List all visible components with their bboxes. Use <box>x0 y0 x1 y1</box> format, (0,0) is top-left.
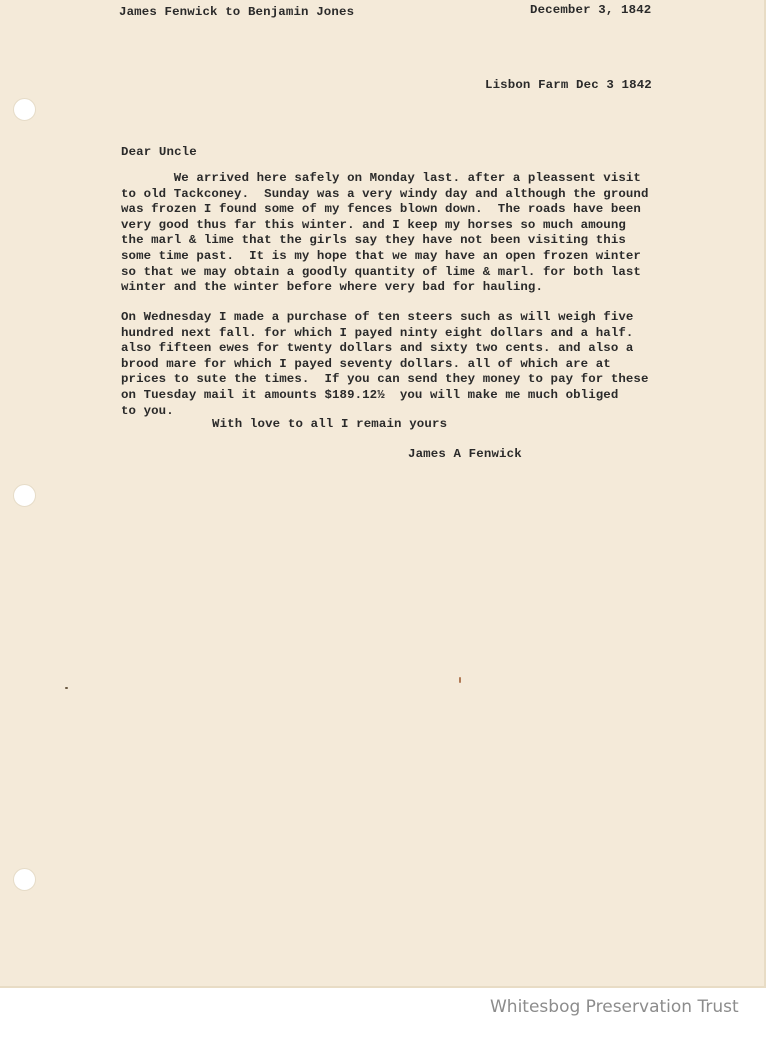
paragraph-line: the marl & lime that the girls say they have not been visiting this <box>121 233 626 248</box>
paragraph-line: very good thus far this winter. and I keep my horses so much amoung <box>121 217 626 232</box>
paragraph-line: on Tuesday mail it amounts $189.12½ you will make me much obliged <box>121 387 619 402</box>
punch-hole-middle <box>13 484 36 507</box>
watermark-text: Whitesbog Preservation Trust <box>490 997 739 1017</box>
letter-closing: With love to all I remain yours <box>212 417 448 431</box>
paragraph-line: was frozen I found some of my fences blown down. The roads have been <box>121 202 641 217</box>
paragraph-line: to old Tackconey. Sunday was a very windy day and although the ground <box>121 186 649 201</box>
paragraph-line: also fifteen ewes for twenty dollars and sixty two cents. and also a <box>121 341 634 356</box>
paragraph-line: hundred next fall. for which I payed ninty eight dollars and a half. <box>121 325 634 340</box>
paragraph-line: some time past. It is my hope that we may have an open frozen winter <box>121 248 641 263</box>
paragraph-line: winter and the winter before where very bad for hauling. <box>121 280 543 295</box>
punch-hole-bottom <box>13 868 36 891</box>
paper-speck <box>459 677 461 683</box>
document-date: December 3, 1842 <box>530 3 652 17</box>
paragraph-line: to you. <box>121 403 174 418</box>
letter-salutation: Dear Uncle <box>121 145 197 159</box>
paragraph-line: On Wednesday I made a purchase of ten steers such as will weigh five <box>121 310 634 324</box>
paragraph-line: so that we may obtain a goodly quantity of lime & marl. for both last <box>121 264 641 279</box>
punch-hole-top <box>13 98 36 121</box>
paragraph-line: brood mare for which I payed seventy dollars. all of which are at <box>121 356 611 371</box>
paper-speck <box>65 687 68 689</box>
document-title: James Fenwick to Benjamin Jones <box>119 5 355 19</box>
paragraph-line: We arrived here safely on Monday last. after a pleassent visit <box>121 171 641 185</box>
paragraph-line: prices to sute the times. If you can send they money to pay for these <box>121 372 649 387</box>
letter-paragraph-1 <box>121 171 649 296</box>
letter-place-date: Lisbon Farm Dec 3 1842 <box>485 78 652 92</box>
letter-signature: James A Fenwick <box>408 447 522 461</box>
letter-paragraph-2 <box>121 310 649 419</box>
